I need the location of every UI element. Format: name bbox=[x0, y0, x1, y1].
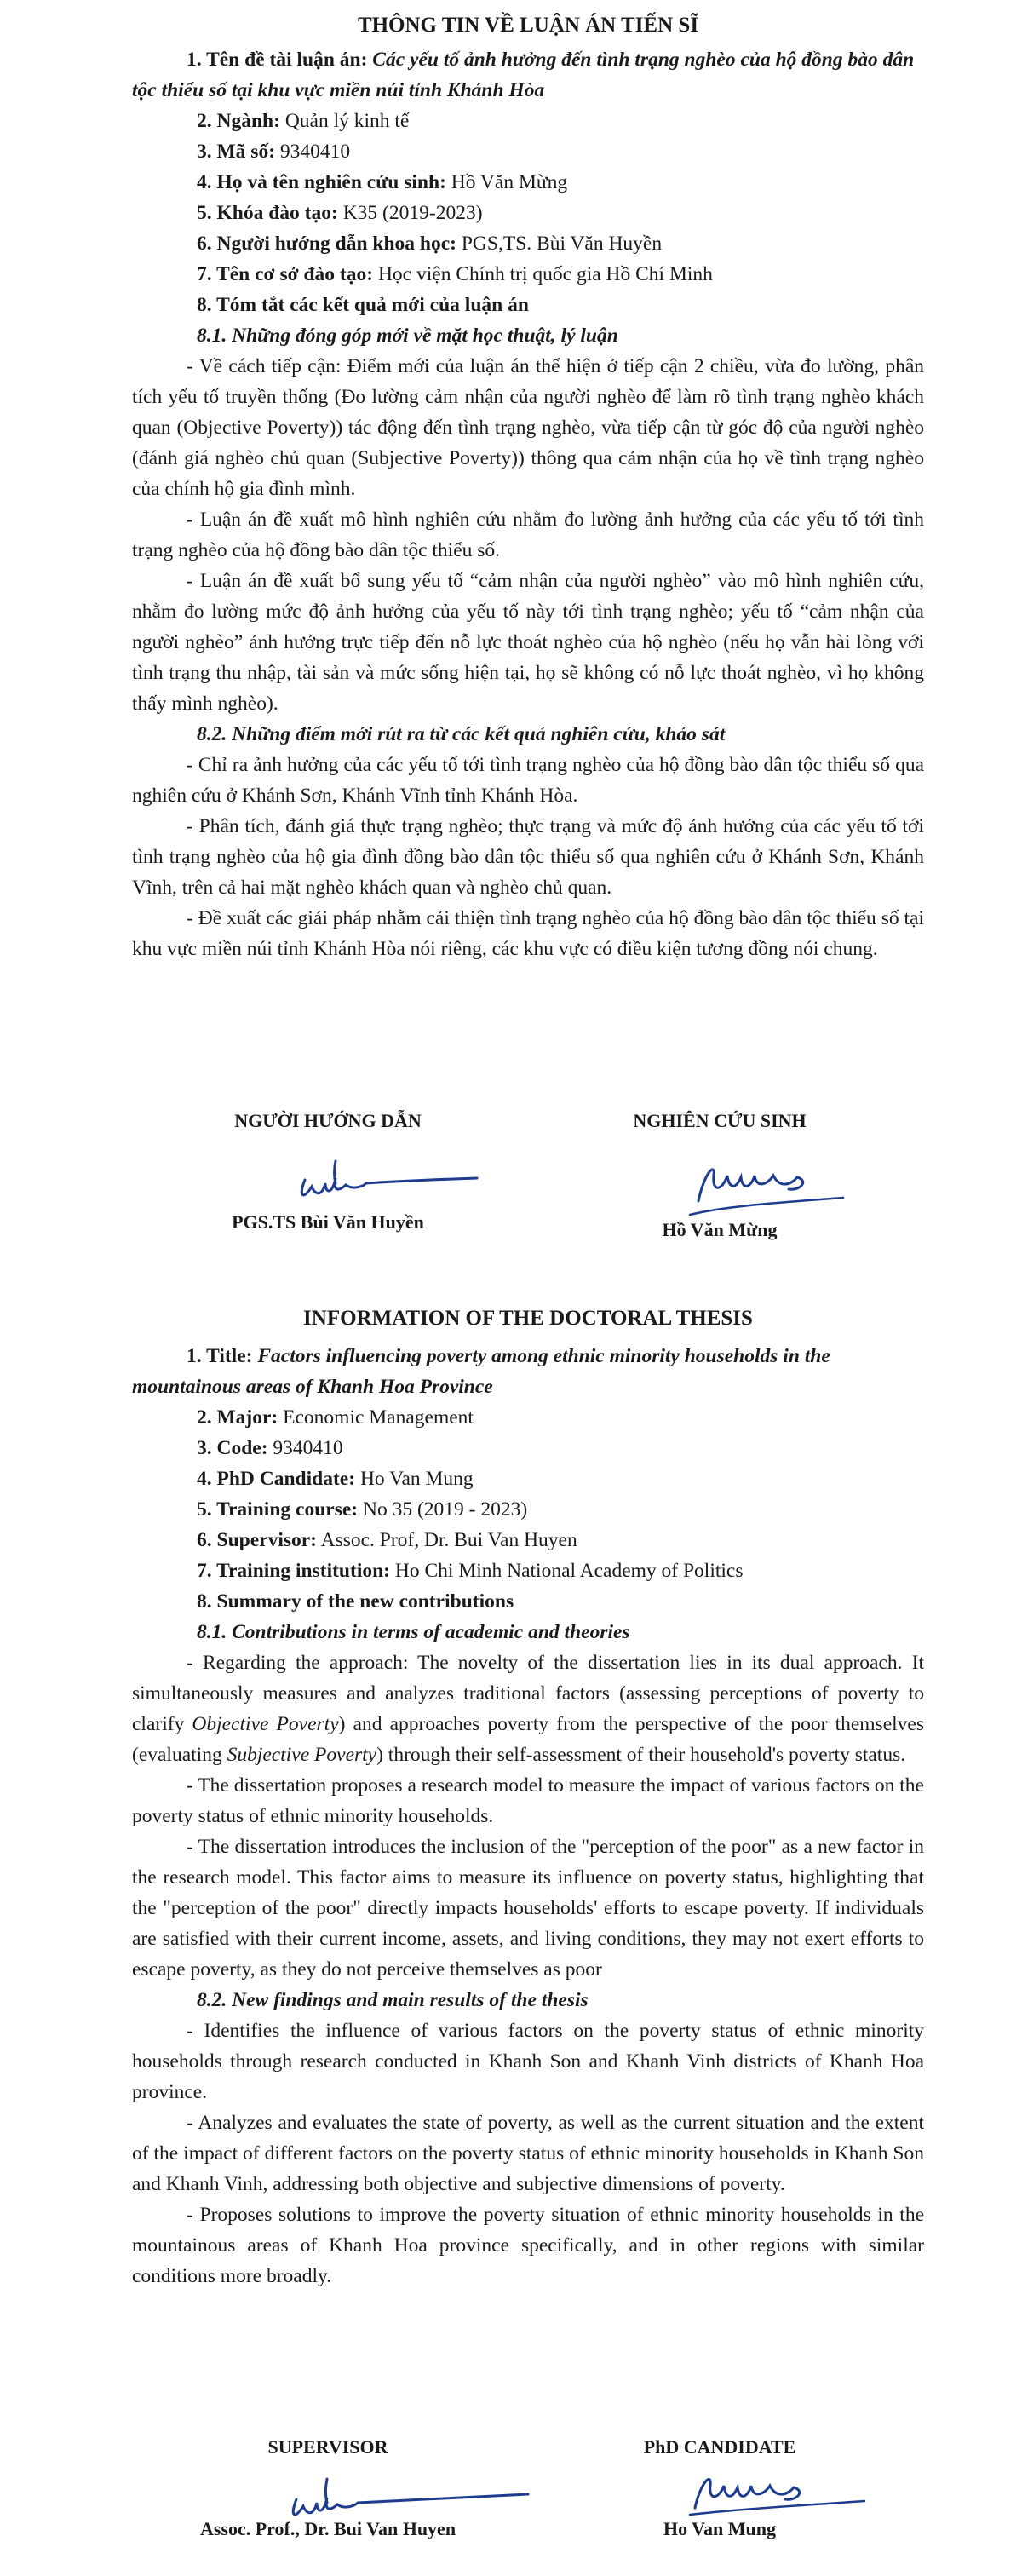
en-field-value: No 35 (2019 - 2023) bbox=[362, 1498, 528, 1521]
en-field-value: 9340410 bbox=[273, 1437, 343, 1459]
en-paragraph-1-part: - Regarding the approach: The novelty of the dissertation lies in its dual approach. It simultaneously measures and analyzes traditional factors (assessing perceptions of poverty to clarify bbox=[132, 1652, 924, 1735]
vi-field-supervisor bbox=[132, 228, 924, 259]
vi-field-label: 4. Họ và tên nghiên cứu sinh: bbox=[197, 171, 446, 193]
en-thesis-title-label: 1. Title: bbox=[187, 1345, 253, 1367]
vi-thesis-title: Các yếu tố ảnh hưởng đến tình trạng nghèo của hộ đồng bào dân tộc thiểu số tại khu vực miền núi tỉnh Khánh Hòa bbox=[132, 49, 915, 101]
en-candidate-signature-icon bbox=[673, 2458, 877, 2527]
en-field-label: 7. Training institution: bbox=[197, 1560, 391, 1582]
en-paragraph-1-emphasis: Subjective Poverty bbox=[227, 1744, 377, 1766]
en-supervisor-title: SUPERVISOR bbox=[267, 2436, 388, 2458]
en-paragraph-1-emphasis: Objective Poverty bbox=[192, 1713, 339, 1735]
vi-paragraph-5: - Phân tích, đánh giá thực trạng nghèo; thực trạng và mức độ ảnh hưởng của các yếu tố tới tình trạng nghèo của hộ gia đình đồng bào dân tộc thiểu số qua nghiên cứu ở Khánh Sơn, Khánh Vĩnh, trên cả hai mặt nghèo khách quan và nghèo chủ quan. bbox=[132, 815, 924, 899]
vi-supervisor-title: NGƯỜI HƯỚNG DẪN bbox=[234, 1110, 422, 1131]
vi-field-candidate bbox=[132, 167, 924, 198]
vi-field-major bbox=[132, 106, 924, 136]
vi-paragraph-2: - Luận án đề xuất mô hình nghiên cứu nhằm đo lường ảnh hưởng của các yếu tố tới tình trạng nghèo của hộ đồng bào dân tộc thiểu số. bbox=[132, 509, 924, 561]
en-field-supervisor bbox=[132, 1525, 924, 1555]
vi-field-label: 3. Mã số: bbox=[197, 141, 276, 163]
en-supervisor-name: Assoc. Prof., Dr. Bui Van Huyen bbox=[199, 2518, 456, 2539]
vi-supervisor-signature-icon bbox=[281, 1146, 502, 1214]
en-document-title: INFORMATION OF THE DOCTORAL THESIS bbox=[303, 1307, 753, 1330]
en-paragraph-4: - Identifies the influence of various factors on the poverty status of ethnic minority households through research conducted in Khanh Son and Khanh Vinh districts of Khanh Hoa province. bbox=[132, 2020, 924, 2103]
vi-thesis-title-label: 1. Tên đề tài luận án: bbox=[187, 49, 368, 71]
vi-candidate-signature-icon bbox=[673, 1141, 869, 1227]
en-field-label: 2. Major: bbox=[197, 1406, 278, 1429]
vi-field-value: Hồ Văn Mừng bbox=[451, 171, 568, 193]
en-field-code bbox=[132, 1433, 924, 1463]
vi-paragraph-4: - Chỉ ra ảnh hưởng của các yếu tố tới tình trạng nghèo của hộ đồng bào dân tộc thiểu số qua nghiên cứu ở Khánh Sơn, Khánh Vĩnh tỉnh Khánh Hòa. bbox=[132, 754, 924, 807]
vi-paragraph-6: - Đề xuất các giải pháp nhằm cải thiện tình trạng nghèo của hộ đồng bào dân tộc thiểu số tại khu vực miền núi tỉnh Khánh Hòa nói riêng, các khu vực có điều kiện tương đồng nói chung. bbox=[132, 907, 924, 960]
en-paragraph-6: - Proposes solutions to improve the poverty situation of ethnic minority households in the mountainous areas of Khanh Hoa province specifically, and in other regions with similar conditions more broadly. bbox=[132, 2204, 924, 2287]
en-paragraph-2: - The dissertation proposes a research model to measure the impact of various factors on the poverty status of ethnic minority households. bbox=[132, 1774, 924, 1827]
en-paragraph-1-part: ) through their self-assessment of their household's poverty status. bbox=[376, 1744, 906, 1766]
en-field-major bbox=[132, 1402, 924, 1433]
vi-field-value: Học viện Chính trị quốc gia Hồ Chí Minh bbox=[377, 263, 713, 285]
en-field-label: 3. Code: bbox=[197, 1437, 268, 1459]
en-thesis-title-line bbox=[132, 1341, 924, 1402]
en-field-value: Economic Management bbox=[283, 1406, 474, 1429]
vi-field-course bbox=[132, 198, 924, 228]
vi-paragraph-3: - Luận án đề xuất bổ sung yếu tố “cảm nhận của người nghèo” vào mô hình nghiên cứu, nhằm đo lường mức độ ảnh hưởng của yếu tố này tới tình trạng nghèo; yếu tố “cảm nhận của người nghèo” ảnh hưởng trực tiếp đến nỗ lực thoát nghèo của hộ nghèo (nếu họ vẫn hài lòng với tình trạng thu nhập, tài sản và mức sống hiện tại, họ sẽ không có nỗ lực thoát nghèo, vì họ không thấy mình nghèo). bbox=[132, 570, 924, 715]
vi-field-value: 9340410 bbox=[279, 141, 351, 163]
en-paragraph-5: - Analyzes and evaluates the state of poverty, as well as the current situation and the extent of the impact of different factors on the poverty status of ethnic minority households in Khanh Son and Khanh Vinh, addressing both objective and subjective dimensions of poverty. bbox=[132, 2112, 924, 2195]
vietnamese-section bbox=[132, 10, 924, 964]
vi-field-label: 6. Người hướng dẫn khoa học: bbox=[197, 233, 456, 255]
en-field-label: 5. Training course: bbox=[197, 1498, 359, 1521]
en-field-institution bbox=[132, 1555, 924, 1586]
en-paragraph-1-part: ) and approaches poverty from the perspective of the poor themselves (evaluating bbox=[132, 1713, 924, 1766]
en-field-candidate bbox=[132, 1463, 924, 1494]
en-field-label: 4. PhD Candidate: bbox=[197, 1468, 356, 1490]
en-candidate-name: Ho Van Mung bbox=[663, 2518, 777, 2539]
en-field-label: 6. Supervisor: bbox=[197, 1529, 317, 1551]
vi-subheading-8-2: 8.2. Những điểm mới rút ra từ các kết quả nghiên cứu, khảo sát bbox=[197, 723, 726, 745]
en-paragraph-1 bbox=[132, 1647, 924, 1770]
vi-thesis-title-line bbox=[132, 44, 924, 106]
vi-subheading-8-1: 8.1. Những đóng góp mới về mặt học thuật, lý luận bbox=[197, 325, 618, 347]
en-candidate-title: PhD CANDIDATE bbox=[643, 2436, 796, 2458]
vi-supervisor-name: PGS.TS Bùi Văn Huyền bbox=[232, 1211, 424, 1233]
vi-field-label: 2. Ngành: bbox=[197, 110, 280, 132]
en-field-course bbox=[132, 1494, 924, 1525]
en-subheading-8-2: 8.2. New findings and main results of the thesis bbox=[197, 1989, 589, 2011]
en-field-value: Ho Van Mung bbox=[359, 1468, 474, 1490]
vi-summary-heading-text: 8. Tóm tắt các kết quả mới của luận án bbox=[197, 294, 529, 316]
english-section bbox=[132, 1303, 924, 2291]
en-summary-heading-text: 8. Summary of the new contributions bbox=[197, 1590, 514, 1613]
vi-field-value: PGS,TS. Bùi Văn Huyền bbox=[461, 233, 663, 255]
vi-paragraph-1: - Về cách tiếp cận: Điểm mới của luận án thể hiện ở tiếp cận 2 chiều, vừa đo lường, phân tích yếu tố truyền thống (Đo lường cảm nhận của người nghèo để làm rõ tình trạng nghèo khách quan (Objective Poverty)) tác động đến tình trạng nghèo, vừa tiếp cận từ góc độ của người nghèo (đánh giá nghèo chủ quan (Subjective Poverty)) thông qua cảm nhận của họ về tình trạng nghèo của chính hộ gia đình mình. bbox=[132, 355, 924, 500]
vi-summary-heading bbox=[132, 290, 924, 320]
vi-field-value: K35 (2019-2023) bbox=[342, 202, 483, 224]
vi-field-code bbox=[132, 136, 924, 167]
en-subheading-8-1: 8.1. Contributions in terms of academic and theories bbox=[197, 1621, 630, 1643]
vi-field-institution bbox=[132, 259, 924, 290]
en-paragraph-3: - The dissertation introduces the inclusion of the "perception of the poor" as a new factor in the research model. This factor aims to measure its influence on poverty status, highlighting that the "perception of the poor" directly impacts households' efforts to escape poverty. If individuals are satisfied with their current income, assets, and living conditions, they may not exert efforts to escape poverty, as they do not perceive themselves as poor bbox=[132, 1836, 924, 1981]
en-thesis-title: Factors influencing poverty among ethnic minority households in the mountainous areas of Khanh Hoa Province bbox=[132, 1345, 830, 1398]
en-summary-heading bbox=[132, 1586, 924, 1617]
en-field-value: Ho Chi Minh National Academy of Politics bbox=[394, 1560, 744, 1582]
vi-candidate-title: NGHIÊN CỨU SINH bbox=[633, 1110, 807, 1131]
vi-candidate-name: Hồ Văn Mừng bbox=[662, 1219, 778, 1240]
vi-document-title: THÔNG TIN VỀ LUẬN ÁN TIẾN SĨ bbox=[357, 14, 699, 37]
vi-field-label: 5. Khóa đào tạo: bbox=[197, 202, 338, 224]
en-field-value: Assoc. Prof, Dr. Bui Van Huyen bbox=[320, 1529, 577, 1551]
vi-field-value: Quản lý kinh tế bbox=[284, 110, 410, 132]
vi-field-label: 7. Tên cơ sở đào tạo: bbox=[197, 263, 374, 285]
